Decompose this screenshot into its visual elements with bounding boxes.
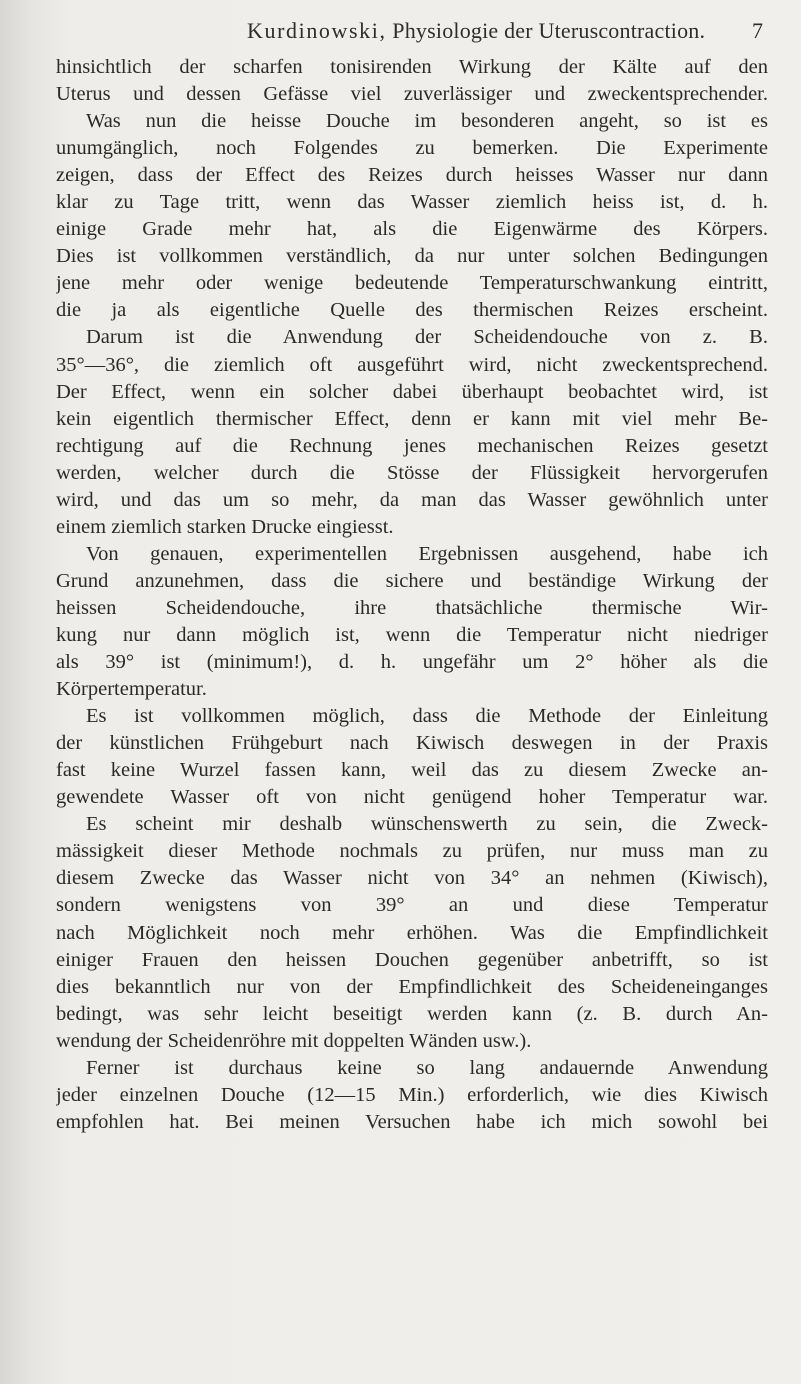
text-line: mässigkeit dieser Methode nochmals zu prüfen, nur muss man zu bbox=[56, 840, 768, 863]
text-line: der künstlichen Frühgeburt nach Kiwisch deswegen in der Praxis bbox=[56, 732, 768, 755]
text-line: hinsichtlich der scharfen tonisirenden Wirkung der Kälte auf den bbox=[56, 56, 768, 78]
text-line: Was nun die heisse Douche im besonderen angeht, so ist es bbox=[86, 110, 768, 133]
text-line: Körpertemperatur. bbox=[56, 678, 207, 701]
text-line: Grund anzunehmen, dass die sichere und beständige Wirkung der bbox=[56, 569, 768, 592]
text-line: kein eigentlich thermischer Effect, denn er kann mit viel mehr Be- bbox=[56, 407, 768, 430]
text-line: kung nur dann möglich ist, wenn die Temperatur nicht niedriger bbox=[56, 623, 768, 646]
text-line: klar zu Tage tritt, wenn das Wasser ziemlich heiss ist, d. h. bbox=[56, 191, 768, 214]
running-head-title: Physiologie der Uteruscontraction. bbox=[392, 18, 706, 43]
text-line: jeder einzelnen Douche (12—15 Min.) erforderlich, wie dies Kiwisch bbox=[56, 1083, 768, 1106]
text-line: Dies ist vollkommen verständlich, da nur unter solchen Bedingungen bbox=[56, 245, 768, 268]
text-line: heissen Scheidendouche, ihre thatsächliche thermische Wir- bbox=[56, 596, 768, 619]
text-line: unumgänglich, noch Folgendes zu bemerken. Die Experimente bbox=[56, 137, 768, 160]
page-number: 7 bbox=[752, 18, 763, 43]
text-line: bedingt, was sehr leicht beseitigt werden kann (z. B. durch An- bbox=[56, 1002, 768, 1025]
text-line: sondern wenigstens von 39° an und diese Temperatur bbox=[56, 894, 768, 917]
text-line: wird, und das um so mehr, da man das Wasser gewöhnlich unter bbox=[56, 488, 768, 511]
text-line: wendung der Scheidenröhre mit doppelten Wänden usw.). bbox=[56, 1029, 532, 1052]
text-line: als 39° ist (minimum!), d. h. ungefähr um 2° höher als die bbox=[56, 651, 768, 674]
running-head bbox=[247, 18, 705, 44]
text-line: Uterus und dessen Gefässe viel zuverlässiger und zweckentsprechender. bbox=[56, 83, 768, 106]
text-line: zeigen, dass der Effect des Reizes durch heisses Wasser nur dann bbox=[56, 164, 768, 187]
page-header bbox=[0, 18, 801, 50]
text-line: nach Möglichkeit noch mehr erhöhen. Was die Empfindlichkeit bbox=[56, 921, 768, 944]
text-line: Ferner ist durchaus keine so lang andauernde Anwendung bbox=[86, 1056, 768, 1079]
text-line: die ja als eigentliche Quelle des thermischen Reizes erscheint. bbox=[56, 299, 768, 322]
text-line: einiger Frauen den heissen Douchen gegenüber anbetrifft, so ist bbox=[56, 948, 768, 971]
text-line: gewendete Wasser oft von nicht genügend hoher Temperatur war. bbox=[56, 786, 768, 809]
text-line: Der Effect, wenn ein solcher dabei überhaupt beobachtet wird, ist bbox=[56, 380, 768, 403]
text-line: fast keine Wurzel fassen kann, weil das zu diesem Zwecke an- bbox=[56, 759, 768, 782]
text-line: Von genauen, experimentellen Ergebnissen ausgehend, habe ich bbox=[86, 542, 768, 565]
running-head-author: Kurdinowski, bbox=[247, 18, 387, 43]
body-text bbox=[56, 54, 768, 1136]
text-line: rechtigung auf die Rechnung jenes mechanischen Reizes gesetzt bbox=[56, 434, 768, 457]
text-line: 35°—36°, die ziemlich oft ausgeführt wird, nicht zweckentsprechend. bbox=[56, 353, 768, 376]
text-line: dies bekanntlich nur von der Empfindlichkeit des Scheideneinganges bbox=[56, 975, 768, 998]
text-line: einem ziemlich starken Drucke eingiesst. bbox=[56, 515, 394, 538]
text-line: werden, welcher durch die Stösse der Flüssigkeit hervorgerufen bbox=[56, 461, 768, 484]
text-line: Es scheint mir deshalb wünschenswerth zu sein, die Zweck- bbox=[86, 813, 768, 836]
text-line: diesem Zwecke das Wasser nicht von 34° an nehmen (Kiwisch), bbox=[56, 867, 768, 890]
text-line: empfohlen hat. Bei meinen Versuchen habe ich mich sowohl bei bbox=[56, 1110, 768, 1133]
text-line: jene mehr oder wenige bedeutende Temperaturschwankung eintritt, bbox=[56, 272, 768, 295]
text-line: einige Grade mehr hat, als die Eigenwärme des Körpers. bbox=[56, 218, 768, 241]
text-line: Es ist vollkommen möglich, dass die Methode der Einleitung bbox=[86, 705, 768, 728]
text-line: Darum ist die Anwendung der Scheidendouche von z. B. bbox=[86, 326, 768, 349]
